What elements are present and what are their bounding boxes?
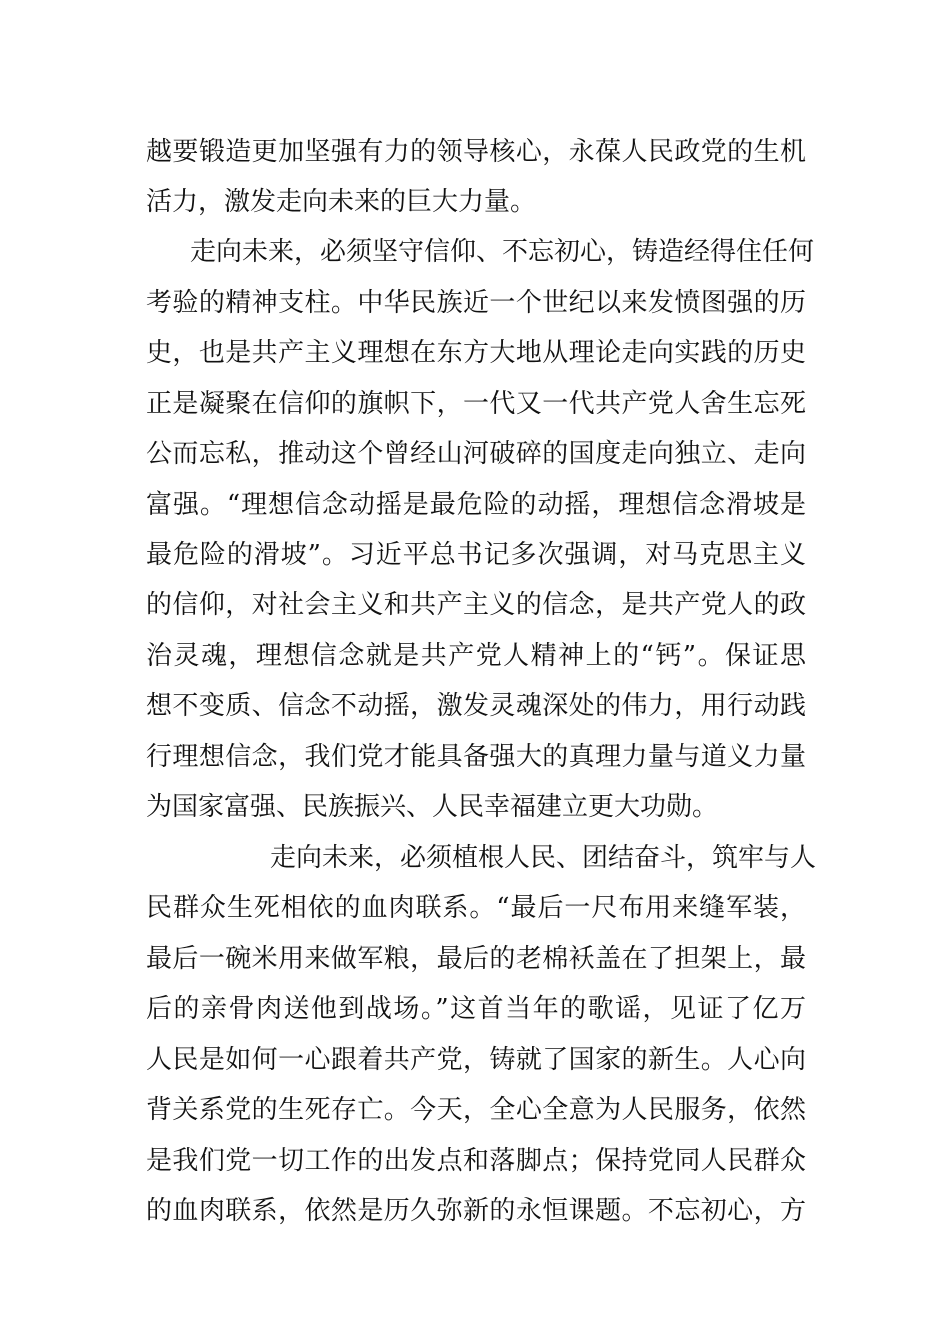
text-line: 背关系党的生死存亡。今天，全心全意为人民服务，依然 bbox=[146, 1095, 806, 1125]
text-line: 活力，激发走向未来的巨大力量。 bbox=[146, 187, 537, 217]
paragraph-start-line: 走向未来，必须坚守信仰、不忘初心，铸造经得住任何 bbox=[190, 237, 815, 267]
text-line: 的信仰，对社会主义和共产主义的信念，是共产党人的政 bbox=[146, 590, 806, 620]
text-line: 最危险的滑坡”。习近平总书记多次强调，对马克思主义 bbox=[146, 540, 806, 570]
text-line: 治灵魂，理想信念就是共产党人精神上的“钙”。保证思 bbox=[146, 641, 806, 671]
text-line: 人民是如何一心跟着共产党，铸就了国家的新生。人心向 bbox=[146, 1045, 806, 1075]
text-line: 正是凝聚在信仰的旗帜下，一代又一代共产党人舍生忘死 bbox=[146, 389, 806, 419]
text-line: 考验的精神支柱。中华民族近一个世纪以来发愤图强的历 bbox=[146, 288, 806, 318]
text-line: 越要锻造更加坚强有力的领导核心，永葆人民政党的生机 bbox=[146, 137, 806, 167]
text-line: 的血肉联系，依然是历久弥新的永恒课题。不忘初心，方 bbox=[146, 1196, 806, 1226]
text-line: 想不变质、信念不动摇，激发灵魂深处的伟力，用行动践 bbox=[146, 691, 806, 721]
paragraph-start-line: 走向未来，必须植根人民、团结奋斗，筑牢与人 bbox=[270, 843, 817, 873]
text-line: 是我们党一切工作的出发点和落脚点；保持党同人民群众 bbox=[146, 1146, 806, 1176]
text-line: 公而忘私，推动这个曾经山河破碎的国度走向独立、走向 bbox=[146, 439, 806, 469]
text-line: 为国家富强、民族振兴、人民幸福建立更大功勋。 bbox=[146, 792, 719, 822]
text-line: 富强。“理想信念动摇是最危险的动摇，理想信念滑坡是 bbox=[146, 490, 806, 520]
text-line: 民群众生死相依的血肉联系。“最后一尺布用来缝军装， bbox=[146, 893, 806, 923]
text-line: 行理想信念，我们党才能具备强大的真理力量与道义力量 bbox=[146, 742, 806, 772]
text-line: 史，也是共产主义理想在东方大地从理论走向实践的历史 bbox=[146, 338, 806, 368]
text-line: 后的亲骨肉送他到战场。”这首当年的歌谣，见证了亿万 bbox=[146, 994, 806, 1024]
text-line: 最后一碗米用来做军粮，最后的老棉袄盖在了担架上，最 bbox=[146, 944, 806, 974]
